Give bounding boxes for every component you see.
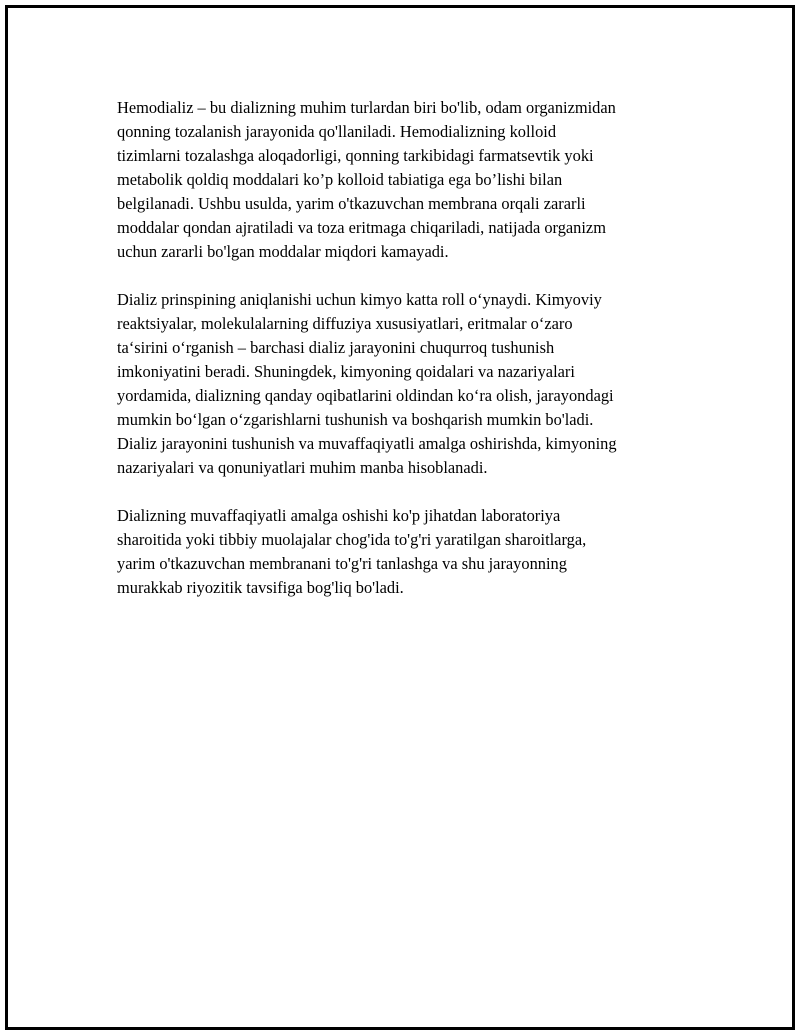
- text-line: yordamida, dializning qanday oqibatlarini oldindan ko‘ra olish, jarayondagi: [117, 386, 614, 405]
- text-line: ta‘sirini o‘rganish – barchasi dializ jarayonini chuqurroq tushunish: [117, 338, 555, 357]
- text-line: imkoniyatini beradi. Shuningdek, kimyoning qoidalari va nazariyalari: [117, 362, 575, 381]
- text-line: Dializ jarayonini tushunish va muvaffaqiyatli amalga oshirishda, kimyoning: [117, 434, 617, 453]
- text-line: Hemodializ – bu dializning muhim turlardan biri bo'lib, odam organizmidan: [117, 98, 616, 117]
- paragraph-kimyo-roli: [117, 288, 692, 480]
- paragraph-hemodializ: [117, 96, 692, 264]
- text-line: sharoitida yoki tibbiy muolajalar chog'ida to'g'ri yaratilgan sharoitlarga,: [117, 530, 587, 549]
- text-line: belgilanadi. Ushbu usulda, yarim o'tkazuvchan membrana orqali zararli: [117, 194, 586, 213]
- text-line: murakkab riyozitik tavsifiga bog'liq bo'ladi.: [117, 578, 404, 597]
- text-line: nazariyalari va qonuniyatlari muhim manba hisoblanadi.: [117, 458, 488, 477]
- text-line: qonning tozalanish jarayonida qo'llaniladi. Hemodializning kolloid: [117, 122, 557, 141]
- text-line: moddalar qondan ajratiladi va toza eritmaga chiqariladi, natijada organizm: [117, 218, 606, 237]
- text-line: mumkin bo‘lgan o‘zgarishlarni tushunish va boshqarish mumkin bo'ladi.: [117, 410, 594, 429]
- paragraph-muvaffaqiyat: [117, 504, 692, 600]
- document-body: [117, 96, 692, 624]
- page-border: [5, 5, 795, 1030]
- text-line: metabolik qoldiq moddalari ko’p kolloid tabiatiga ega bo’lishi bilan: [117, 170, 563, 189]
- text-line: Dializ prinspining aniqlanishi uchun kimyo katta roll o‘ynaydi. Kimyoviy: [117, 290, 602, 309]
- text-line: tizimlarni tozalashga aloqadorligi, qonning tarkibidagi farmatsevtik yoki: [117, 146, 594, 165]
- text-line: reaktsiyalar, molekulalarning diffuziya xususiyatlari, eritmalar o‘zaro: [117, 314, 573, 333]
- text-line: Dializning muvaffaqiyatli amalga oshishi ko'p jihatdan laboratoriya: [117, 506, 561, 525]
- text-line: uchun zararli bo'lgan moddalar miqdori kamayadi.: [117, 242, 449, 261]
- text-line: yarim o'tkazuvchan membranani to'g'ri tanlashga va shu jarayonning: [117, 554, 567, 573]
